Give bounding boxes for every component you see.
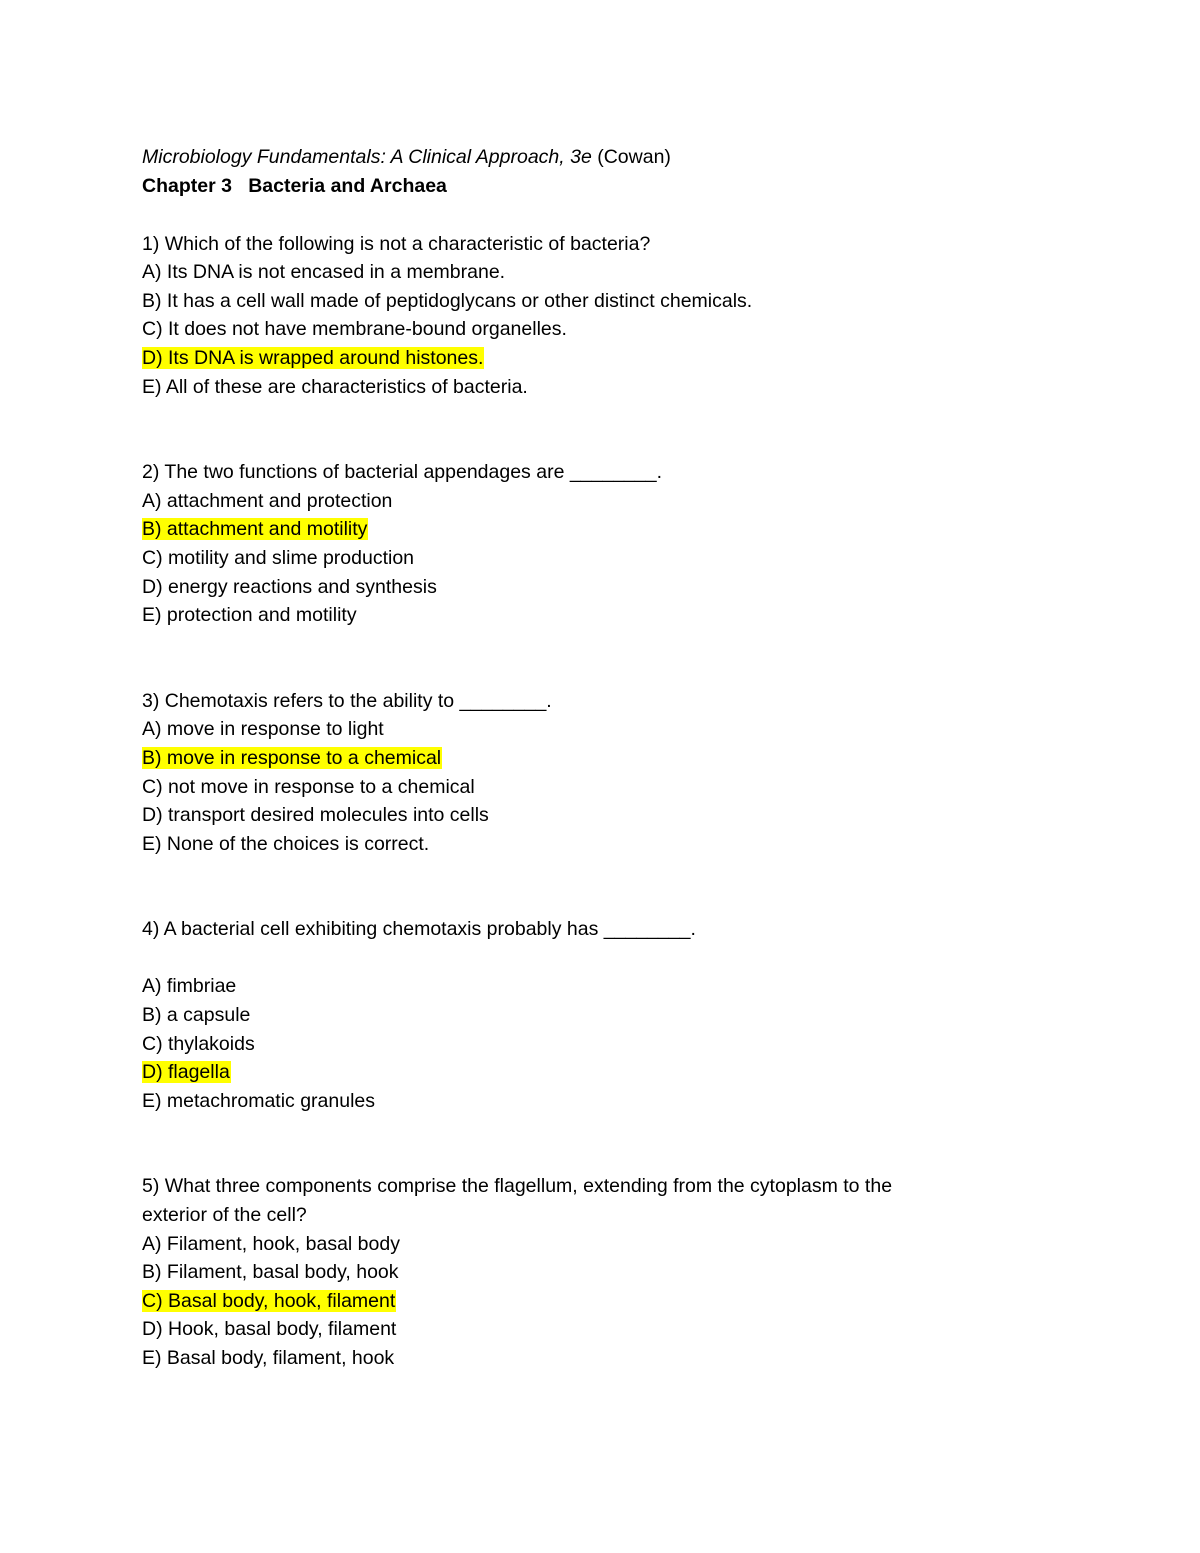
highlighted-answer: D) flagella — [142, 1061, 230, 1084]
question-1 — [142, 230, 1042, 402]
option-a — [142, 1230, 1042, 1259]
book-author: (Cowan) — [597, 146, 671, 168]
option-c — [142, 1030, 1042, 1059]
option-d-correct — [142, 1058, 1042, 1087]
question-stem: 5) What three components comprise the flagellum, extending from the cytoplasm to the — [142, 1175, 893, 1198]
question-4 — [142, 915, 1042, 1115]
option-b — [142, 1001, 1042, 1030]
option-a — [142, 487, 1042, 516]
option-text: B) a capsule — [142, 1004, 251, 1027]
option-text: A) move in response to light — [142, 718, 384, 741]
option-e — [142, 1087, 1042, 1116]
option-d-correct — [142, 344, 1042, 373]
spacer — [142, 944, 1042, 973]
highlighted-answer: B) move in response to a chemical — [142, 746, 442, 769]
highlighted-answer: C) Basal body, hook, filament — [142, 1289, 396, 1312]
question-stem: 1) Which of the following is not a characteristic of bacteria? — [142, 232, 651, 255]
option-text: E) metachromatic granules — [142, 1089, 376, 1112]
option-a — [142, 715, 1042, 744]
question-2 — [142, 458, 1042, 630]
option-b-correct — [142, 744, 1042, 773]
option-text: C) It does not have membrane-bound organelles. — [142, 318, 567, 341]
option-a — [142, 972, 1042, 1001]
spacer — [142, 1115, 1042, 1172]
option-text: E) Basal body, filament, hook — [142, 1347, 395, 1369]
option-e — [142, 830, 1042, 859]
question-stem: 2) The two functions of bacterial appendages are ________. — [142, 461, 663, 484]
question-stem: 4) A bacterial cell exhibiting chemotaxis probably has ________. — [142, 918, 696, 941]
option-text: E) All of these are characteristics of bacteria. — [142, 375, 528, 398]
option-c — [142, 544, 1042, 573]
question-stem: 3) Chemotaxis refers to the ability to ________. — [142, 689, 552, 712]
option-text: D) transport desired molecules into cells — [142, 804, 489, 827]
option-text: E) None of the choices is correct. — [142, 832, 430, 855]
spacer — [142, 858, 1042, 915]
option-text: A) attachment and protection — [142, 489, 393, 512]
option-text: C) motility and slime production — [142, 546, 415, 569]
option-c — [142, 773, 1042, 802]
option-d — [142, 573, 1042, 602]
option-text: D) Hook, basal body, filament — [142, 1318, 397, 1341]
chapter-heading — [142, 172, 1042, 201]
document-body — [142, 143, 1042, 1373]
option-text: C) thylakoids — [142, 1032, 255, 1055]
option-e — [142, 373, 1042, 402]
document-title — [142, 143, 1042, 172]
option-b-correct — [142, 515, 1042, 544]
option-text: A) Its DNA is not encased in a membrane. — [142, 261, 506, 284]
highlighted-answer: D) Its DNA is wrapped around histones. — [142, 346, 484, 369]
option-c-correct — [142, 1287, 1042, 1316]
question-stem-continued: exterior of the cell? — [142, 1204, 307, 1227]
option-c — [142, 315, 1042, 344]
question-3 — [142, 687, 1042, 859]
option-text: E) protection and motility — [142, 604, 357, 627]
option-text: D) energy reactions and synthesis — [142, 575, 437, 598]
question-5 — [142, 1172, 1042, 1372]
option-e — [142, 1344, 1042, 1373]
spacer — [142, 201, 1042, 230]
spacer — [142, 630, 1042, 687]
highlighted-answer: B) attachment and motility — [142, 518, 368, 541]
option-text: A) Filament, hook, basal body — [142, 1232, 400, 1255]
chapter-title: Chapter 3 Bacteria and Archaea — [142, 175, 447, 197]
spacer — [142, 401, 1042, 458]
option-b — [142, 1258, 1042, 1287]
option-text: B) It has a cell wall made of peptidoglycans or other distinct chemicals. — [142, 289, 753, 312]
option-b — [142, 287, 1042, 316]
option-d — [142, 801, 1042, 830]
option-text: A) fimbriae — [142, 975, 237, 998]
option-e — [142, 601, 1042, 630]
option-d — [142, 1315, 1042, 1344]
book-title: Microbiology Fundamentals: A Clinical Approach, 3e — [142, 146, 592, 168]
option-text: B) Filament, basal body, hook — [142, 1261, 399, 1284]
option-a — [142, 258, 1042, 287]
option-text: C) not move in response to a chemical — [142, 775, 475, 798]
